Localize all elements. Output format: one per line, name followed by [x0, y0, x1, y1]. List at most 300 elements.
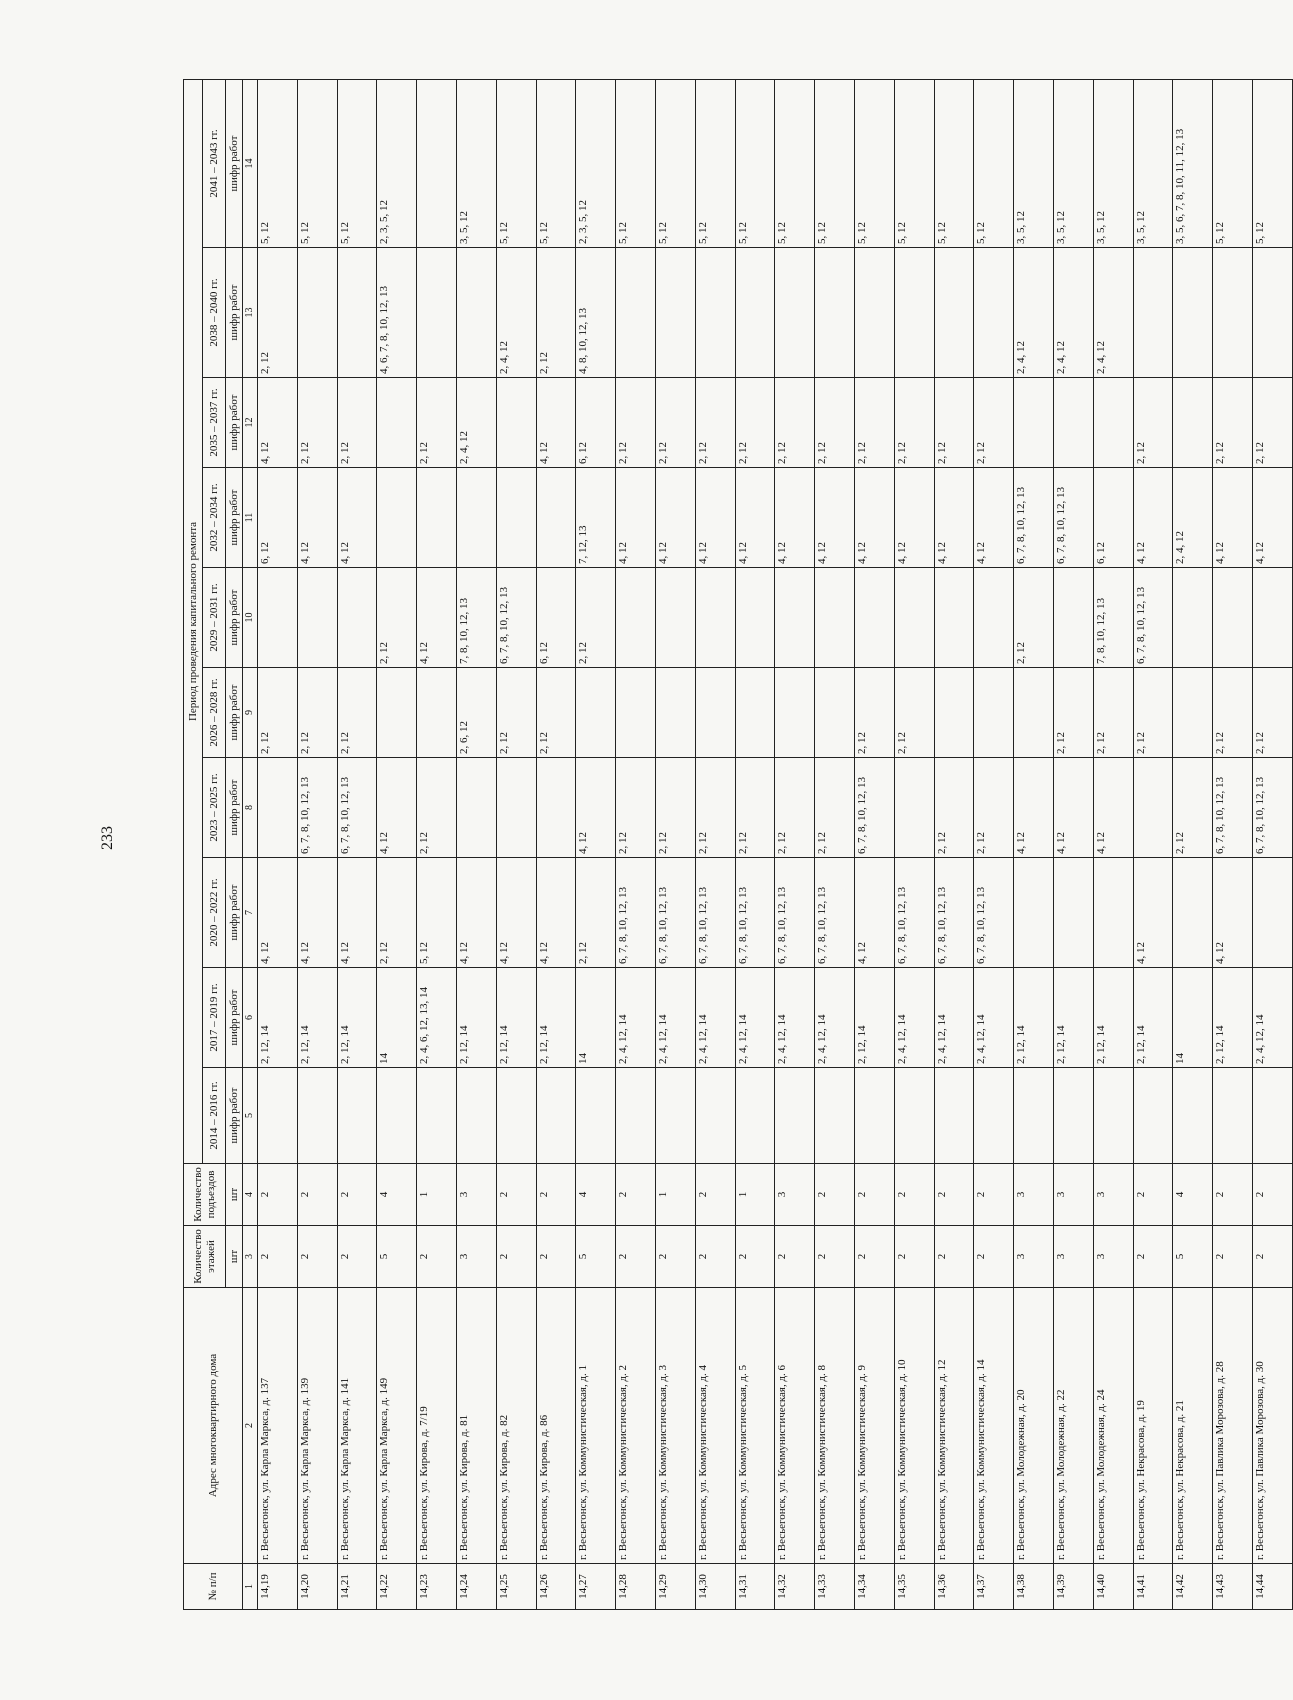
table-cell [1252, 248, 1292, 378]
table-row [496, 79, 536, 1609]
table-cell: 2, 4, 12 [1014, 248, 1054, 378]
header-work-code-2: шифр работ [226, 968, 243, 1068]
table-cell: 2, 12 [576, 568, 616, 668]
address-cell: г. Весьегонск, ул. Коммунистическая, д. 10 [894, 1288, 934, 1564]
table-cell [695, 668, 735, 758]
table-cell: 4, 12 [377, 758, 417, 858]
table-cell [1133, 1068, 1173, 1164]
table-cell [1173, 248, 1213, 378]
table-cell: 2, 12 [297, 378, 337, 468]
table-cell: 3 [456, 1226, 496, 1288]
table-cell: 6, 7, 8, 10, 12, 13 [496, 568, 536, 668]
capital-repair-table [183, 79, 1293, 1610]
table-cell [1014, 378, 1054, 468]
table-cell: 4, 12 [258, 378, 298, 468]
table-cell: 2, 12 [1053, 668, 1093, 758]
column-number-4: 4 [243, 1164, 258, 1226]
table-cell: 2, 4, 12, 14 [695, 968, 735, 1068]
header-period-2: 2017 – 2019 гг. [203, 968, 226, 1068]
table-cell: 5, 12 [894, 79, 934, 247]
table-cell [616, 248, 656, 378]
table-cell [496, 378, 536, 468]
table-row [1173, 79, 1213, 1609]
row-number-cell: 14,26 [536, 1564, 576, 1610]
row-number-cell: 14,29 [655, 1564, 695, 1610]
table-cell: 4, 12 [1213, 468, 1253, 568]
table-cell [1252, 1068, 1292, 1164]
header-work-code-5: шифр работ [226, 668, 243, 758]
table-cell: 4, 12 [456, 858, 496, 968]
table-cell: 2, 4, 12 [496, 248, 536, 378]
table-cell: 4, 12 [576, 758, 616, 858]
table-cell [417, 468, 457, 568]
header-period-3: 2020 – 2022 гг. [203, 858, 226, 968]
header-work-code-6: шифр работ [226, 568, 243, 668]
table-cell: 2 [1213, 1226, 1253, 1288]
table-cell: 2, 4, 12, 14 [934, 968, 974, 1068]
header-period-1: 2014 – 2016 гг. [203, 1068, 226, 1164]
table-cell [655, 1068, 695, 1164]
table-cell: 4, 12 [815, 468, 855, 568]
table-cell: 4, 12 [337, 468, 377, 568]
table-cell: 7, 8, 10, 12, 13 [456, 568, 496, 668]
table-cell: 2 [258, 1226, 298, 1288]
table-row [536, 79, 576, 1609]
table-cell [417, 1068, 457, 1164]
table-cell [417, 248, 457, 378]
table-cell: 2, 12 [1213, 378, 1253, 468]
row-number-cell: 14,36 [934, 1564, 974, 1610]
table-cell: 3 [775, 1164, 815, 1226]
header-work-code-3: шифр работ [226, 858, 243, 968]
column-number-3: 3 [243, 1226, 258, 1288]
header-work-code-1: шифр работ [226, 1068, 243, 1164]
table-cell [417, 668, 457, 758]
table-cell: 2, 12 [854, 668, 894, 758]
table-cell: 2, 12 [1252, 378, 1292, 468]
table-cell: 2, 4, 12, 14 [616, 968, 656, 1068]
table-cell [1014, 668, 1054, 758]
table-cell: 2, 4, 12, 14 [815, 968, 855, 1068]
table-cell: 3, 5, 6, 7, 8, 10, 11, 12, 13 [1173, 79, 1213, 247]
header-period-7: 2032 – 2034 гг. [203, 468, 226, 568]
address-cell: г. Весьегонск, ул. Карла Маркса, д. 139 [297, 1288, 337, 1564]
table-cell: 2 [695, 1226, 735, 1288]
table-cell [655, 248, 695, 378]
row-number-cell: 14,37 [974, 1564, 1014, 1610]
table-cell [496, 1068, 536, 1164]
table-cell: 2, 12 [1093, 668, 1133, 758]
column-number-5: 5 [243, 1068, 258, 1164]
table-cell: 14 [377, 968, 417, 1068]
table-cell: 2, 12, 14 [854, 968, 894, 1068]
table-cell: 2, 4, 12, 14 [655, 968, 695, 1068]
table-cell: 4, 6, 7, 8, 10, 12, 13 [377, 248, 417, 378]
table-cell [1133, 758, 1173, 858]
header-period-10: 2041 – 2043 гг. [203, 79, 226, 247]
column-number-2: 2 [243, 1288, 258, 1564]
table-cell: 6, 7, 8, 10, 12, 13 [974, 858, 1014, 968]
row-number-cell: 14,28 [616, 1564, 656, 1610]
table-cell: 2, 12 [815, 758, 855, 858]
table-cell: 2, 12 [655, 758, 695, 858]
table-cell: 3 [1093, 1226, 1133, 1288]
table-cell: 3, 5, 12 [1133, 79, 1173, 247]
table-cell: 2, 12 [417, 758, 457, 858]
table-cell: 4, 12 [417, 568, 457, 668]
header-period-9: 2038 – 2040 гг. [203, 248, 226, 378]
table-cell: 4, 12 [258, 858, 298, 968]
table-cell: 2 [775, 1226, 815, 1288]
table-cell [815, 1068, 855, 1164]
table-cell: 4, 12 [854, 858, 894, 968]
row-number-cell: 14,38 [1014, 1564, 1054, 1610]
table-cell: 2 [894, 1164, 934, 1226]
table-row [576, 79, 616, 1609]
table-cell [1053, 378, 1093, 468]
table-cell: 6, 7, 8, 10, 12, 13 [1252, 758, 1292, 858]
table-cell: 2, 4, 12, 14 [735, 968, 775, 1068]
header-unit-entrances: шт [226, 1164, 243, 1226]
table-cell [735, 248, 775, 378]
table-cell: 2 [695, 1164, 735, 1226]
row-number-cell: 14,30 [695, 1564, 735, 1610]
table-cell: 2, 12 [536, 668, 576, 758]
table-cell [377, 668, 417, 758]
address-cell: г. Весьегонск, ул. Кирова, д. 86 [536, 1288, 576, 1564]
row-number-cell: 14,19 [258, 1564, 298, 1610]
table-cell [258, 758, 298, 858]
table-cell: 2, 12, 14 [337, 968, 377, 1068]
table-cell: 3 [1014, 1226, 1054, 1288]
table-cell: 4, 12 [934, 468, 974, 568]
table-cell [536, 1068, 576, 1164]
header-period-5: 2026 – 2028 гг. [203, 668, 226, 758]
table-cell: 2, 12 [934, 758, 974, 858]
table-cell: 4, 12 [1093, 758, 1133, 858]
table-cell: 5, 12 [297, 79, 337, 247]
table-cell: 4, 12 [1252, 468, 1292, 568]
row-number-cell: 14,35 [894, 1564, 934, 1610]
table-cell [1053, 568, 1093, 668]
table-cell: 1 [417, 1164, 457, 1226]
table-cell [695, 248, 735, 378]
table-cell [775, 1068, 815, 1164]
table-cell: 2 [1252, 1164, 1292, 1226]
table-cell [616, 568, 656, 668]
table-cell: 6, 12 [576, 378, 616, 468]
table-cell: 7, 12, 13 [576, 468, 616, 568]
table-cell: 2, 6, 12 [456, 668, 496, 758]
table-cell: 4 [576, 1164, 616, 1226]
column-number-8: 8 [243, 758, 258, 858]
table-row [775, 79, 815, 1609]
table-cell: 2, 12 [536, 248, 576, 378]
table-cell [456, 1068, 496, 1164]
table-cell: 2, 12, 14 [456, 968, 496, 1068]
table-cell: 2, 4, 12 [456, 378, 496, 468]
table-cell: 5, 12 [655, 79, 695, 247]
table-cell [775, 248, 815, 378]
table-cell: 2, 4, 12, 14 [974, 968, 1014, 1068]
table-cell [1213, 1068, 1253, 1164]
address-cell: г. Весьегонск, ул. Кирова, д. 7/19 [417, 1288, 457, 1564]
table-cell: 1 [735, 1164, 775, 1226]
table-cell: 2 [337, 1164, 377, 1226]
table-cell: 6, 7, 8, 10, 12, 13 [1053, 468, 1093, 568]
column-number-12: 12 [243, 378, 258, 468]
header-work-code-8: шифр работ [226, 378, 243, 468]
table-cell [974, 568, 1014, 668]
header-no: № п/п [184, 1564, 243, 1610]
table-cell: 2, 4, 12, 14 [1252, 968, 1292, 1068]
table-cell [695, 1068, 735, 1164]
table-cell: 6, 7, 8, 10, 12, 13 [1133, 568, 1173, 668]
column-number-10: 10 [243, 568, 258, 668]
table-cell: 2 [536, 1226, 576, 1288]
table-cell: 2, 12, 14 [496, 968, 536, 1068]
table-cell [576, 668, 616, 758]
table-cell: 5 [576, 1226, 616, 1288]
rotated-table-wrapper [183, 80, 1293, 1610]
table-cell: 5, 12 [934, 79, 974, 247]
table-cell: 4, 12 [337, 858, 377, 968]
row-number-cell: 14,40 [1093, 1564, 1133, 1610]
table-cell: 4, 12 [496, 858, 536, 968]
table-cell [417, 79, 457, 247]
table-cell: 5, 12 [775, 79, 815, 247]
table-cell: 2, 12 [934, 378, 974, 468]
header-work-code-7: шифр работ [226, 468, 243, 568]
table-cell: 4, 12 [854, 468, 894, 568]
table-cell [934, 1068, 974, 1164]
table-cell: 3 [1053, 1164, 1093, 1226]
table-cell: 2, 12 [297, 668, 337, 758]
table-cell: 4, 12 [1133, 468, 1173, 568]
table-cell [735, 1068, 775, 1164]
table-cell: 2 [894, 1226, 934, 1288]
table-cell: 2, 4, 6, 12, 13, 14 [417, 968, 457, 1068]
table-cell: 6, 7, 8, 10, 12, 13 [934, 858, 974, 968]
row-number-cell: 14,41 [1133, 1564, 1173, 1610]
address-cell: г. Весьегонск, ул. Коммунистическая, д. 5 [735, 1288, 775, 1564]
table-row [1014, 79, 1054, 1609]
table-cell: 3 [456, 1164, 496, 1226]
table-cell: 4 [1173, 1164, 1213, 1226]
table-cell [616, 1068, 656, 1164]
table-cell: 2, 4, 12 [1093, 248, 1133, 378]
table-cell: 2 [934, 1164, 974, 1226]
table-cell: 4, 12 [536, 378, 576, 468]
address-cell: г. Весьегонск, ул. Некрасова, д. 19 [1133, 1288, 1173, 1564]
table-cell: 5, 12 [536, 79, 576, 247]
table-cell: 2, 4, 12, 14 [775, 968, 815, 1068]
table-cell [258, 568, 298, 668]
address-cell: г. Весьегонск, ул. Павлика Морозова, д. 30 [1252, 1288, 1292, 1564]
table-cell: 2, 12 [258, 668, 298, 758]
row-number-cell: 14,31 [735, 1564, 775, 1610]
table-cell: 2, 12 [974, 758, 1014, 858]
table-cell: 3, 5, 12 [456, 79, 496, 247]
table-row [258, 79, 298, 1609]
table-cell: 2 [735, 1226, 775, 1288]
table-cell: 5, 12 [695, 79, 735, 247]
table-cell [1093, 1068, 1133, 1164]
table-cell [735, 568, 775, 668]
table-cell: 2, 12 [417, 378, 457, 468]
column-number-7: 7 [243, 858, 258, 968]
table-cell: 2, 12, 14 [258, 968, 298, 1068]
table-cell: 2 [616, 1164, 656, 1226]
table-cell [297, 1068, 337, 1164]
table-cell: 6, 7, 8, 10, 12, 13 [854, 758, 894, 858]
table-cell [1173, 378, 1213, 468]
column-number-14: 14 [243, 79, 258, 247]
header-period-8: 2035 – 2037 гг. [203, 378, 226, 468]
table-row [456, 79, 496, 1609]
table-cell: 2, 12 [974, 378, 1014, 468]
table-cell: 2, 12 [1133, 378, 1173, 468]
table-row [815, 79, 855, 1609]
table-cell [536, 758, 576, 858]
table-cell: 6, 7, 8, 10, 12, 13 [735, 858, 775, 968]
table-cell: 2 [655, 1226, 695, 1288]
row-number-cell: 14,33 [815, 1564, 855, 1610]
table-cell: 5 [377, 1226, 417, 1288]
table-cell: 6, 7, 8, 10, 12, 13 [1213, 758, 1253, 858]
table-row [1252, 79, 1292, 1609]
table-cell: 2 [1213, 1164, 1253, 1226]
column-number-9: 9 [243, 668, 258, 758]
table-cell: 6, 12 [536, 568, 576, 668]
table-cell: 4, 12 [536, 858, 576, 968]
table-cell: 2, 12 [854, 378, 894, 468]
table-cell: 6, 7, 8, 10, 12, 13 [616, 858, 656, 968]
table-cell: 5, 12 [854, 79, 894, 247]
address-cell: г. Весьегонск, ул. Карла Маркса, д. 141 [337, 1288, 377, 1564]
table-cell: 1 [655, 1164, 695, 1226]
row-number-cell: 14,32 [775, 1564, 815, 1610]
table-cell [815, 568, 855, 668]
table-cell: 2, 4, 12 [1173, 468, 1213, 568]
row-number-cell: 14,43 [1213, 1564, 1253, 1610]
table-cell: 2 [496, 1226, 536, 1288]
table-row [297, 79, 337, 1609]
row-number-cell: 14,21 [337, 1564, 377, 1610]
table-cell [854, 568, 894, 668]
table-cell: 4, 12 [655, 468, 695, 568]
table-cell [974, 1068, 1014, 1164]
table-cell: 2, 12 [616, 758, 656, 858]
table-cell [854, 1068, 894, 1164]
table-cell [974, 668, 1014, 758]
table-cell [854, 248, 894, 378]
table-cell: 6, 7, 8, 10, 12, 13 [775, 858, 815, 968]
row-number-cell: 14,39 [1053, 1564, 1093, 1610]
table-cell: 3, 5, 12 [1053, 79, 1093, 247]
table-cell: 2, 12, 14 [297, 968, 337, 1068]
address-cell: г. Весьегонск, ул. Кирова, д. 82 [496, 1288, 536, 1564]
table-cell: 2, 12 [655, 378, 695, 468]
table-cell [1213, 568, 1253, 668]
table-cell [297, 568, 337, 668]
table-cell: 2 [297, 1164, 337, 1226]
table-cell [934, 568, 974, 668]
table-cell: 5, 12 [496, 79, 536, 247]
table-cell: 2 [815, 1226, 855, 1288]
table-cell: 2, 12 [894, 378, 934, 468]
header-floors: Количество этажей [184, 1226, 226, 1288]
table-cell [337, 248, 377, 378]
header-work-code-9: шифр работ [226, 248, 243, 378]
table-cell [1252, 858, 1292, 968]
table-cell: 2 [854, 1226, 894, 1288]
table-cell [775, 668, 815, 758]
table-cell [894, 248, 934, 378]
table-cell [655, 568, 695, 668]
table-row [695, 79, 735, 1609]
table-cell: 5, 12 [616, 79, 656, 247]
table-cell: 4, 12 [775, 468, 815, 568]
table-row [377, 79, 417, 1609]
table-cell [815, 668, 855, 758]
table-cell: 2 [258, 1164, 298, 1226]
table-cell: 6, 7, 8, 10, 12, 13 [655, 858, 695, 968]
column-number-11: 11 [243, 468, 258, 568]
table-cell [1053, 1068, 1093, 1164]
table-cell: 2, 12 [1252, 668, 1292, 758]
table-row [655, 79, 695, 1609]
table-cell: 2, 12, 14 [1133, 968, 1173, 1068]
table-cell: 2, 12 [377, 858, 417, 968]
table-cell: 2, 12 [258, 248, 298, 378]
table-cell [496, 468, 536, 568]
table-row [616, 79, 656, 1609]
table-cell: 2, 12 [1173, 758, 1213, 858]
table-cell: 2, 12 [616, 378, 656, 468]
table-cell [456, 468, 496, 568]
table-cell [1093, 858, 1133, 968]
table-cell: 3 [1093, 1164, 1133, 1226]
address-cell: г. Весьегонск, ул. Некрасова, д. 21 [1173, 1288, 1213, 1564]
row-number-cell: 14,23 [417, 1564, 457, 1610]
table-cell: 2, 12 [337, 378, 377, 468]
address-cell: г. Весьегонск, ул. Коммунистическая, д. 6 [775, 1288, 815, 1564]
table-cell [894, 568, 934, 668]
header-period-6: 2029 – 2031 гг. [203, 568, 226, 668]
table-cell [536, 468, 576, 568]
table-cell [1053, 858, 1093, 968]
table-row [894, 79, 934, 1609]
row-number-cell: 14,20 [297, 1564, 337, 1610]
table-cell [815, 248, 855, 378]
page-number: 233 [99, 826, 116, 850]
table-cell: 2 [974, 1164, 1014, 1226]
table-cell: 2, 3, 5, 12 [576, 79, 616, 247]
table-cell: 5, 12 [417, 858, 457, 968]
table-cell: 2, 4, 12, 14 [894, 968, 934, 1068]
table-cell: 2, 12, 14 [1053, 968, 1093, 1068]
table-cell: 4, 12 [974, 468, 1014, 568]
table-cell [456, 758, 496, 858]
table-cell [695, 568, 735, 668]
header-work-code-10: шифр работ [226, 79, 243, 247]
column-number-13: 13 [243, 248, 258, 378]
table-cell [297, 248, 337, 378]
table-cell: 2 [854, 1164, 894, 1226]
table-row [337, 79, 377, 1609]
table-cell [377, 468, 417, 568]
